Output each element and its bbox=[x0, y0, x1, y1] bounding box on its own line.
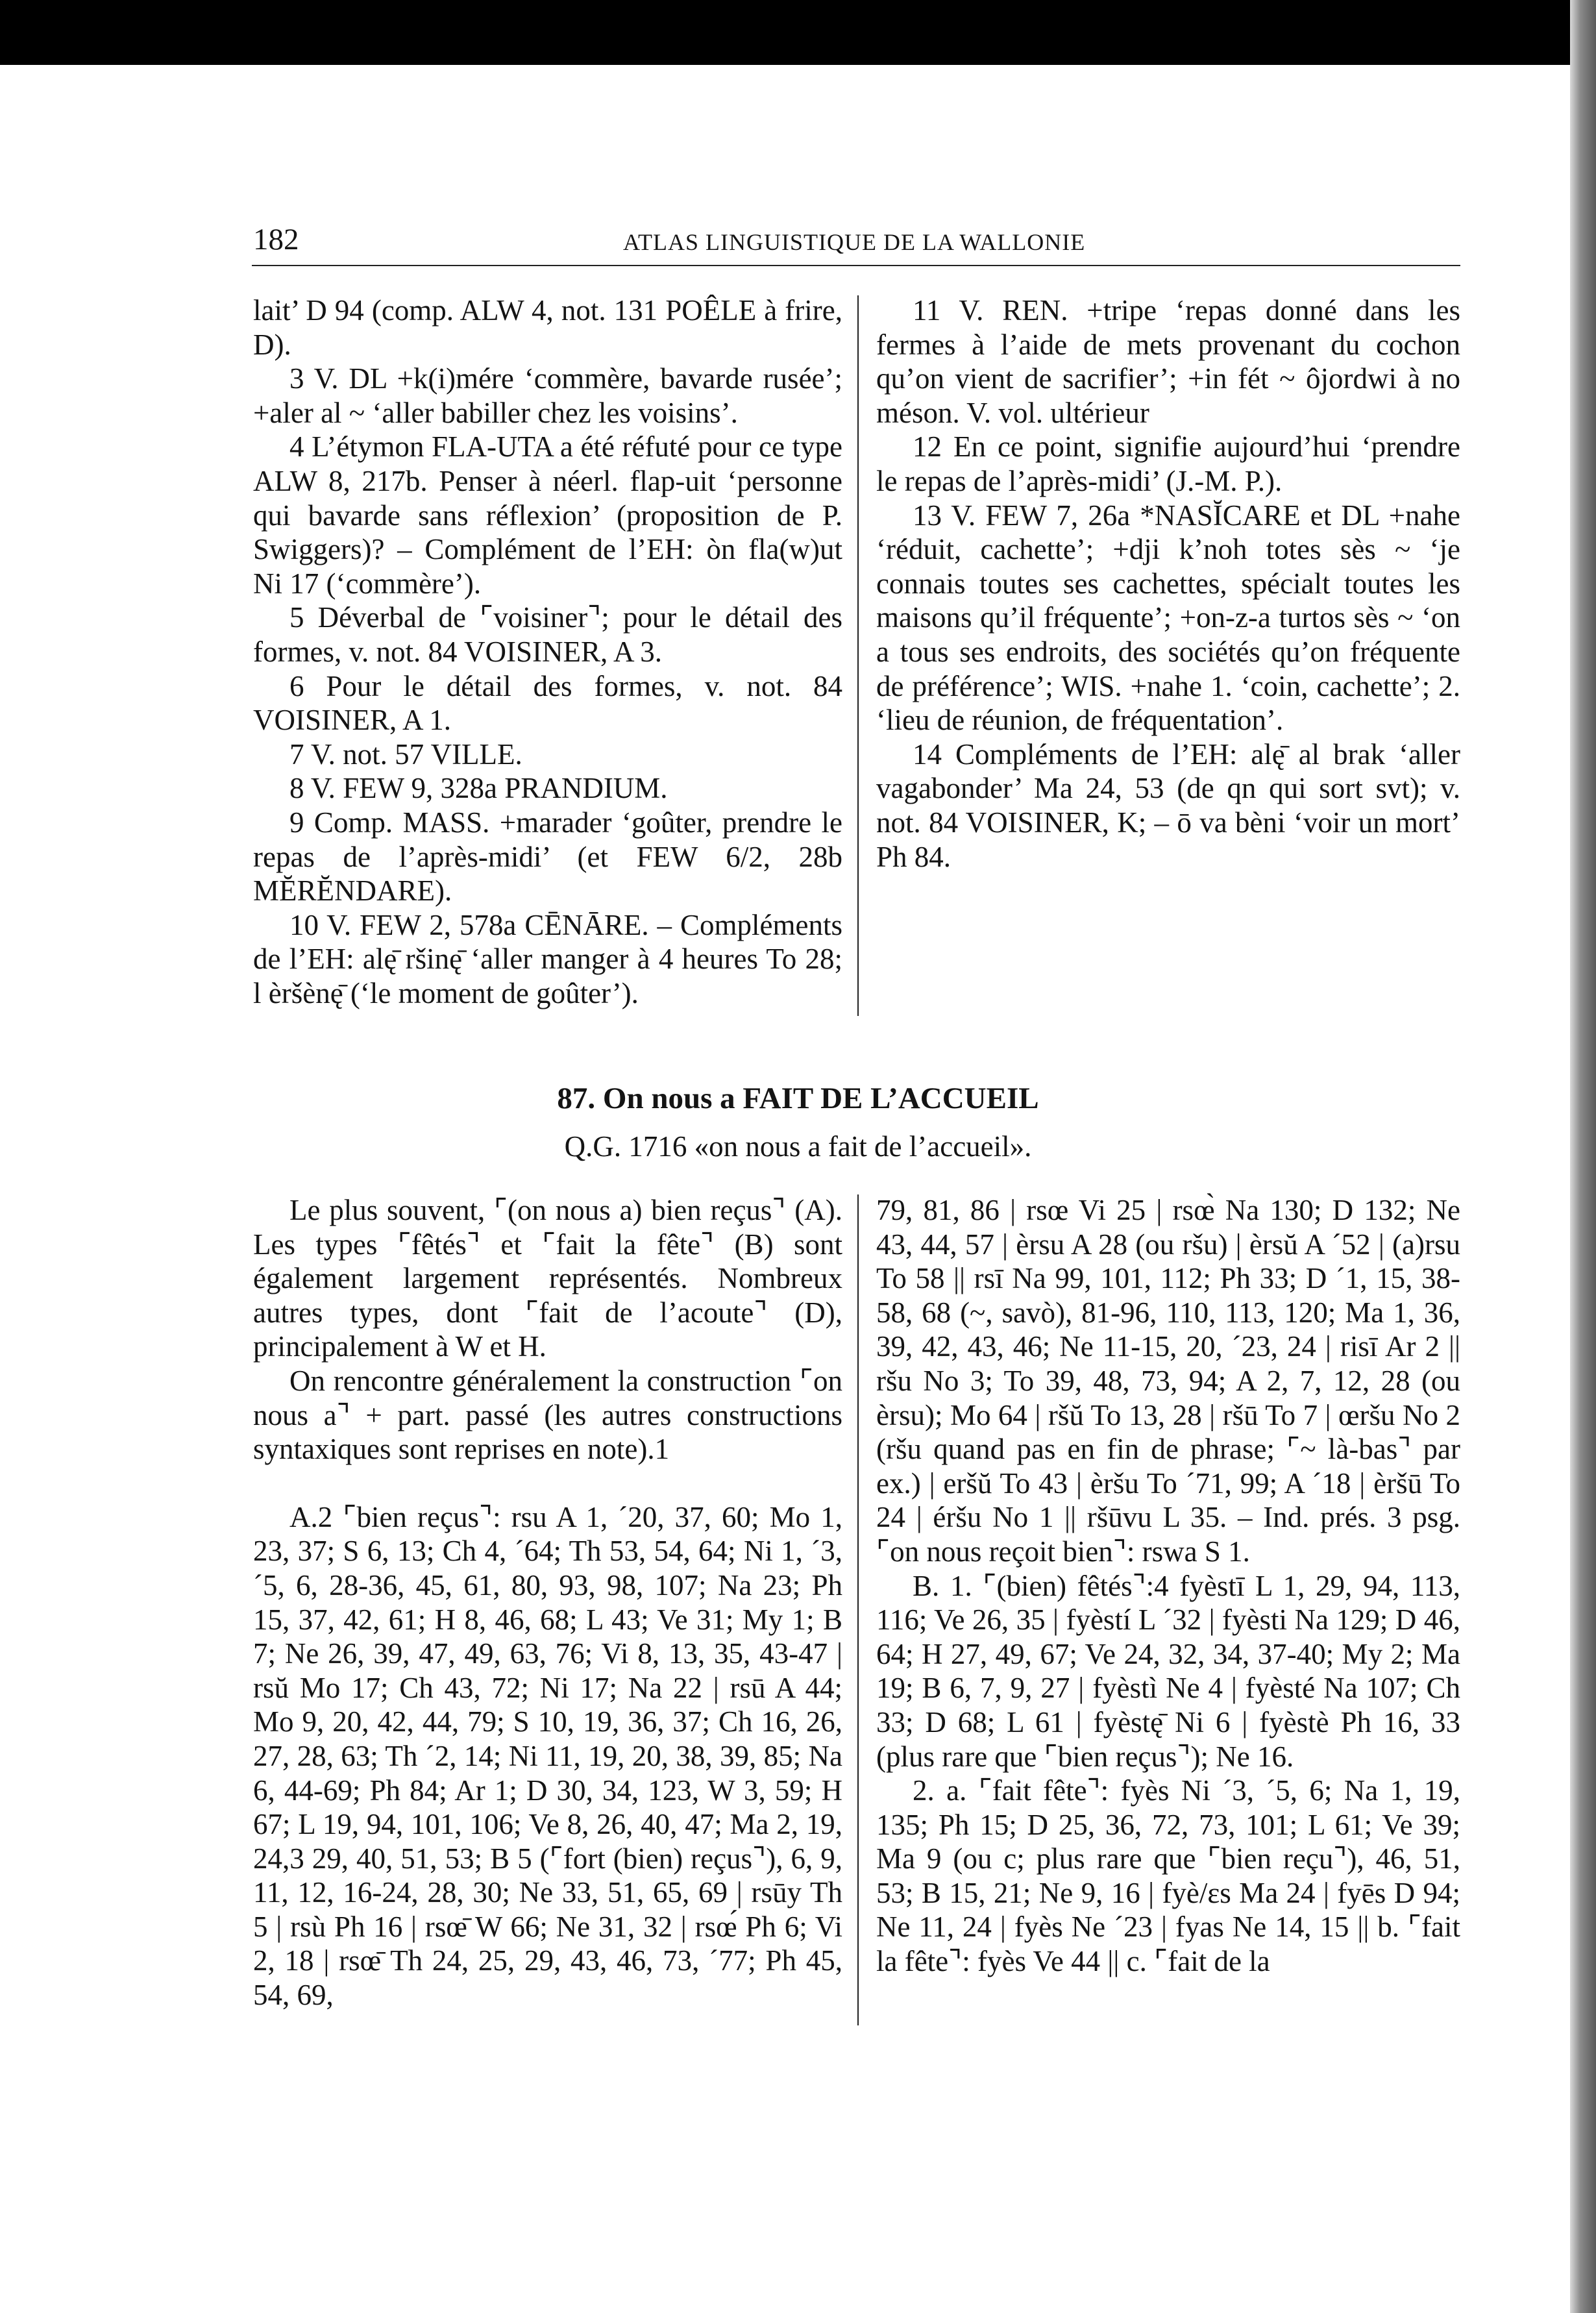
body-left-column bbox=[253, 1193, 842, 2012]
running-title: ATLAS LINGUISTIQUE DE LA WALLONIE bbox=[623, 229, 1086, 255]
section-title: 87. On nous a FAIT DE L’ACCUEIL bbox=[557, 1082, 1039, 1115]
footnote-12: 12 En ce point, signifie aujourd’hui ‘prendre le repas de l’après-midi’ (J.-M. P.). bbox=[876, 430, 1460, 497]
page-number: 182 bbox=[253, 223, 299, 256]
footnote-6: 6 Pour le détail des formes, v. not. 84 VOISINER, A 1. bbox=[253, 669, 842, 737]
footnote-continuation: lait’ D 94 (comp. ALW 4, not. 131 POÊLE à frire, D). bbox=[253, 294, 842, 361]
notes-left-column bbox=[253, 293, 842, 1010]
footnote-13: 13 V. FEW 7, 26a *NASĬCARE et DL +nahe ‘réduit, cachette’; +dji k’noh totes sès ~ ‘je connais toutes ses cachettes, spécialt toutes les maisons qu’il fréquente’; +on-z-a turtos sès ~ ‘on a tous ses endroits, des sociétés qu’on fréquente de préférence’; WIS. +nahe 1. ‘coin, cachette’; 2. ‘lieu de réunion, de fréquentation’. bbox=[876, 499, 1460, 737]
body-paragraph: Le plus souvent, ⌜(on nous a) bien reçus⌝ (A). Les types ⌜fêtés⌝ et ⌜fait la fête⌝ (B) sont également largement représentés. Nombreux autres types, dont ⌜fait de l’acoute⌝ (D), principalement à W et H. bbox=[253, 1194, 842, 1363]
footnote-5: 5 Déverbal de ⌜voisiner⌝; pour le détail des formes, v. not. 84 VOISINER, A 3. bbox=[253, 601, 842, 668]
entry-a: A.2 ⌜bien reçus⌝: rsu A 1, ´20, 37, 60; Mo 1, 23, 37; S 6, 13; Ch 4, ´64; Th 53, 54, 64; Ni 1, ´3, ´5, 6, 28-36, 45, 61, 80, 93, 98, 107; Na 23; Ph 15, 37, 42, 61; H 8, 46, 68; L 43; Ve 31; My 1; B 7; Ne 26, 39, 47, 49, 63, 76; Vi 8, 13, 35, 43-47 | rsŭ Mo 17; Ch 43, 72; Ni 17; Na 22 | rsū A 44; Mo 9, 20, 42, 44, 79; S 10, 19, 36, 37; Ch 16, 26, 27, 28, 63; Th ´2, 14; Ni 11, 19, 20, 38, 39, 85; Na 6, 44-69; Ph 84; Ar 1; D 30, 34, 123, W 3, 59; H 67; L 19, 94, 101, 106; Ve 8, 26, 40, 47; Ma 2, 19, 24,3 29, 40, 51, 53; B 5 (⌜fort (bien) reçus⌝), 6, 9, 11, 12, 16-24, 28, 30; Ne 33, 51, 65, 69 | rsūy Th 5 | rsù Ph 16 | rsœ̄ W 66; Ne 31, 32 | rsœ́ Ph 6; Vi 2, 18 | rsœ̄ Th 24, 25, 29, 43, 46, 73, ´77; Ph 45, 54, 69, bbox=[253, 1500, 842, 2012]
notes-column-separator bbox=[857, 295, 859, 1016]
entry-b1: B. 1. ⌜(bien) fêtés⌝:4 fyèstī L 1, 29, 94, 113, 116; Ve 26, 35 | fyèstí L ´32 | fyèsti Na 129; D 46, 64; H 27, 49, 67; Ve 24, 32, 34, 37-40; My 2; Ma 19; B 6, 7, 9, 27 | fyèstì Ne 4 | fyèsté Na 107; Ch 33; D 68; L 61 | fyèstę̄ Ni 6 | fyèstè Ph 16, 33 (plus rare que ⌜bien reçus⌝); Ne 16. bbox=[876, 1569, 1460, 1773]
body-column-separator bbox=[857, 1194, 859, 2025]
footnote-11: 11 V. REN. +tripe ‘repas donné dans les fermes à l’aide de mets provenant du cochon qu’on vient de sacrifier’; +in fét ~ ôjordwi à no méson. V. vol. ultérieur bbox=[876, 294, 1460, 429]
entry-b2: 2. a. ⌜fait fête⌝: fyès Ni ´3, ´5, 6; Na 1, 19, 135; Ph 15; D 25, 36, 72, 73, 101; L 61; Ve 39; Ma 9 (ou c; plus rare que ⌜bien reçu⌝), 46, 51, 53; B 15, 21; Ne 9, 16 | fyè/ɛs Ma 24 | fyēs D 94; Ne 11, 24 | fyès Ne ´23 | fyas Ne 14, 15 || b. ⌜fait la fête⌝: fyès Ve 44 || c. ⌜fait de la bbox=[876, 1774, 1460, 1978]
footnote-9: 9 Comp. MASS. +marader ‘goûter, prendre le repas de l’après-midi’ (et FEW 6/2, 28b MĔRĔNDARE). bbox=[253, 806, 842, 908]
footnote-8: 8 V. FEW 9, 328a PRANDIUM. bbox=[289, 772, 668, 805]
body-paragraph: On rencontre généralement la construction ⌜on nous a⌝ + part. passé (les autres constructions syntaxiques sont reprises en note).1 bbox=[253, 1364, 842, 1466]
scan-top-border bbox=[0, 0, 1596, 65]
footnote-14: 14 Compléments de l’EH: alę̄ al brak ‘aller vagabonder’ Ma 24, 53 (de qn qui sort svt); v. not. 84 VOISINER, K; – ō va bèni ‘voir un mort’ Ph 84. bbox=[876, 737, 1460, 873]
body-right-column bbox=[876, 1193, 1460, 1979]
footnote-3: 3 V. DL +k(i)mére ‘commère, bavarde rusée’; +aler al ~ ‘aller babiller chez les voisins’. bbox=[253, 362, 842, 429]
entry-a-continuation: 79, 81, 86 | rsœ Vi 25 | rsœ̀ Na 130; D 132; Ne 43, 44, 57 | èrsu A 28 (ou ršu) | èrsŭ A ´52 | (a)rsu To 58 || rsī Na 99, 101, 112; Ph 33; D ´1, 15, 38-58, 68 (~, savò), 81-96, 110, 113, 120; Ma 1, 36, 39, 42, 43, 46; Ne 11-15, 20, ´23, 24 | risī Ar 2 || ršu No 3; To 39, 48, 73, 94; A 2, 7, 12, 28 (ou èrsu); Mo 64 | ršŭ To 13, 28 | ršū To 7 | œršu No 2 (ršu quand pas en fin de phrase; ⌜~ là-bas⌝ par ex.) | eršŭ To 43 | èršu To ´71, 99; A ´18 | èršū To 24 | éršu No 1 || ršūvu L 35. – Ind. prés. 3 psg. ⌜on nous reçoit bien⌝: rswa S 1. bbox=[876, 1194, 1460, 1568]
section-question: Q.G. 1716 «on nous a fait de l’accueil». bbox=[564, 1130, 1032, 1163]
footnote-4: 4 L’étymon FLA-UTA a été réfuté pour ce type ALW 8, 217b. Penser à néerl. flap-uit ‘personne qui bavarde sans réflexion’ (proposition de P. Swiggers)? – Complément de l’EH: òn fla(w)ut Ni 17 (‘commère’). bbox=[253, 430, 842, 600]
notes-right-column bbox=[876, 293, 1460, 874]
footnote-7: 7 V. not. 57 VILLE. bbox=[289, 737, 522, 771]
footnote-10: 10 V. FEW 2, 578a CĒNĀRE. – Compléments de l’EH: alę̄ ršinę̄ ‘aller manger à 4 heures To 28; l èršènę̄ (‘le moment de goûter’). bbox=[253, 908, 842, 1009]
header-rule bbox=[252, 265, 1460, 266]
